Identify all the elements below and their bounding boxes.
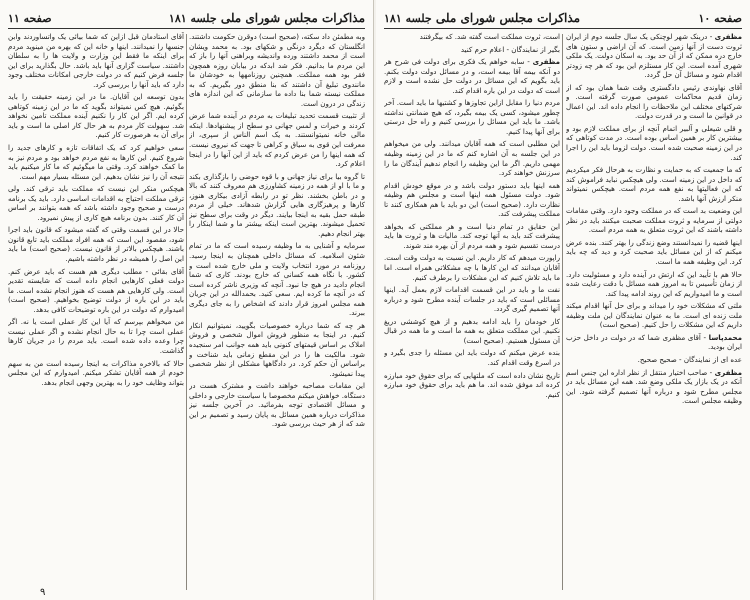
left-page-title: مذاکرات مجلس شورای ملی جلسه ۱۸۱ <box>168 11 365 25</box>
paragraph-text: حالا در این قسمت وقتی که گفته میشود که قانون باید اجرا شود، مقصود این است که همه افراد مملکت باید تابع قانون باشند. هیچکس بالاتر از قانون نیست. (صحیح است) ما باید این اصل را همیشه در نظر داشته باشیم. <box>8 225 184 264</box>
right-page <box>376 0 750 600</box>
right-page-header <box>384 8 742 29</box>
paragraph-text: بدون توسعه این آقایان. ما در این زمینه حقیقت را باید بگوئیم. هیچ کس نمیتواند بگوید که ما در این زمینه کوتاهی کرده ایم. اگر این کار را نکنیم آینده مملکت تامین نخواهد شد. سهولت کار مردم به هر حال کار اصلی ما است و باید برای آن به هرصورت کار کنیم. <box>8 92 184 140</box>
paragraph <box>8 267 184 315</box>
paragraph-text: راپورت میدهم که کار داریم. این نسبت به دولت وقت است. آقایان میدانند که این کارها با چه مشکلاتی همراه است. اما ما باید تلاش کنیم که این مشکلات را برطرف کنیم. <box>384 253 560 282</box>
paragraph <box>384 253 560 282</box>
paragraph-text: سابه خواهم یک فکری برای دولت فی شرح هر دو آنکه بیمه آقا بیمه است، و در مسائل دولت دولت بکنم. باید بگویم که این مسائل در دولت حل نشده است و لازم است که دولت در این باره اقدام کند. <box>384 57 560 95</box>
paragraph-text: کار خودمان را باید ادامه بدهیم و از هیچ کوششی دریغ نکنیم. این مملکت متعلق به همه ما است و ما همه در قبال آن مسئول هستیم. (صحیح است) <box>384 316 560 345</box>
left-page-header <box>8 8 365 29</box>
paragraph-text: بگیر از نمایندگان - اعلام حرم کنید <box>460 44 560 54</box>
paragraph <box>566 165 742 203</box>
paragraph-text: نفت ما و باید در این قسمت اقدامات لازم بعمل آید. اینها مسائلی است که باید در جلسات آینده مطرح شود و درباره آنها تصمیم گیری گردد. <box>384 285 560 314</box>
paragraph-text: است، ثروت مملکت است گفته شد. که بیگرفتند <box>419 32 560 41</box>
paragraph-text: وبه مطمئن داد سکته، (صحیح است) دوقرن حکومت داشتند. انگلستان که دیگرد درنگی و شکهای بود. به محمد ویشان است از محمد داشتند ورده واندیشه وبراهنی آنها را باز که این مردم ما بدانیم. فکر شد ابدکه در بیابان روزه همچون فقر بود همه مملکت. همچنین روزنامهها به خودشان ما مانندوی تبلیغ آن داشتند که بنا منطق دور بگیریم. که به مملکت نیسته شما بنا داده ما سازمانی که این اندازه های زندگی در درون است. <box>189 32 365 108</box>
speaker-name: مظفری <box>714 367 742 377</box>
left-page-session: جلسه ۱۸۱ <box>168 12 217 25</box>
page-number: ۹ <box>40 587 46 598</box>
paragraph <box>189 111 365 168</box>
right-page-column-right <box>566 32 742 592</box>
paragraph <box>566 270 742 299</box>
paragraph <box>384 348 560 367</box>
paragraph <box>8 359 184 388</box>
paragraph-text: که ما جمعیت که به حمایت و نظارت به هرحال فکر میکردیم که داخل در این زمینه است. ولی هیچکس نباید فراموش کند که این فعالیتها به نفع همه مردم است. هیچکس نمیتواند منکر ارزش آنها باشد. <box>566 165 742 203</box>
paragraph-text: از تثبیت قسمت تحدید تبلیغات به مردم در آینده شما عرض کردند و خیرات و لمس جهانی دو سطح از پیشنهادها. اینکه مالی خانه نمیتوانستند. به یک اسم الناس از سپری، از معرفت این قوی به سیاق و کراهی تا جهت که نیروی نیست. که همه اینها را من عرض کردم که باید از این آنها را در اینجا اعلام کرد. <box>189 111 365 169</box>
paragraph-text: بنده عرض میکنم که دولت باید این مسئله را جدی بگیرد و در اسرع وقت اقدام کند. <box>384 348 560 367</box>
paragraph <box>189 321 365 378</box>
right-page-title: مذاکرات مجلس شورای ملی جلسه ۱۸۱ <box>384 11 581 25</box>
paragraph-text: این حقایق در تمام دنیا است و هر مملکتی که بخواهد پیشرفت کند باید به آنها توجه کند. مالیات ها و ثروت ها باید درست تقسیم شود و همه مردم از آن بهره مند شوند. <box>384 221 560 250</box>
paragraph-text: آقای بقائی - مطلب دیگری هم هست که باید عرض کنم. دولت فعلی کارهایی انجام داده است که شایسته تقدیر است. ولی کارهایی هم هست که هنوز انجام نشده است. ما باید در این باره از دولت توضیح بخواهیم. (صحیح است) امیدوارم که دولت در این باره توضیحات کافی بدهد. <box>8 266 184 314</box>
paragraph <box>189 241 365 317</box>
paragraph <box>8 225 184 263</box>
speaker-name: محمدپاسا <box>708 332 742 342</box>
paragraph <box>384 371 560 400</box>
paragraph-text: هر چه که شما درباره خصوصیات بگویید، نمیتوانیم انکار کنیم. در اینجا به منظور فروش اموال شخصی و فروش املاک بر اساس قیمتهای کنونی باید همه جوانب امر سنجیده شود. مالکیت ها را در این مقطع زمانی باید شناخت و براساس آن حکم کرد. در دادگاهها مشکلی از نظر شخصی پیدا نمیشود. <box>189 320 365 378</box>
paragraph: محمدپاسا - آقای مظفری شما که در دولت در داخل حزب ایران بودید. <box>566 332 742 352</box>
speaker-name: مظفری <box>532 57 560 67</box>
paragraph <box>189 381 365 429</box>
paragraph <box>384 98 560 136</box>
paragraph <box>8 143 184 181</box>
right-page-label: صفحه ۱۰ <box>698 11 742 25</box>
paragraph-text: من میخواهم بپرسم که آیا این کار عملی است یا نه. اگر عملی است چرا تا به حال انجام نشده و اگر عملی نیست چرا وعده داده شده است. باید مردم را در جریان کارها گذاشت. <box>8 317 184 355</box>
paragraph-text: صاحب اختیار منتقل از نظر اداره این جنس اسم آنکه در یک بازار یک ملکی وضع شد. همه این مسائل باید در مجلس مطرح شود و درباره آنها تصمیم گرفته شود. این وظیفه مجلس است. <box>566 367 742 406</box>
paragraph <box>566 124 742 162</box>
paragraph <box>384 45 560 55</box>
paragraph <box>384 32 560 42</box>
paragraph <box>189 172 365 239</box>
paragraph: مظفری - سابه خواهم یک فکری برای دولت فی شرح هر دو آنکه بیمه آقا بیمه است، و در مسائل دولت دولت بکنم. باید بگویم که این مسائل در دولت حل نشده است و لازم است که دولت در این باره اقدام کند. <box>384 57 560 95</box>
paragraph <box>566 206 742 235</box>
paragraph-text: هیچکس منکر این نیست که مملکت باید ترقی کند. ولی ترقی مملکت احتیاج به اقدامات اساسی دارد. باید یک برنامه درست و صحیح وجود داشته باشد که همه بتوانند بر اساس آن کار کنند. بدون برنامه هیچ کاری از پیش نمیرود. <box>8 184 184 222</box>
paragraph-text: این مطلبی است که همه آقایان میدانند. ولی من میخواهم در این جلسه به آن اشاره کنم که ما در این زمینه وظیفه مهمی داریم. اگر ما این وظیفه را انجام ندهیم آیندگان ما را سرزنش خواهند کرد. <box>384 139 560 178</box>
paragraph: مظفری - درینک شهر لوچنکی یک سال جلسه دوم از ایران ثروت دست از آنها زمین است. که آن اراضی و ستون های خارج دره ممکن که از آن حد بود. به اسکان دولت. یک ملکی شهری آمده است. این کار مستلزم این بود که هر چه زودتر اقدام شود و مسائل آن حل گردد. <box>566 32 742 80</box>
paragraph-text: حالا که بالاخره مذاکرات به اینجا رسیده است من به سهم خودم از همه آقایان تشکر میکنم. امیدوارم که این مجلس بتواند وظایف خود را به بهترین وجهی انجام بدهد. <box>8 358 184 387</box>
paragraph <box>8 184 184 222</box>
paragraph-text: ملتی که مشکلات خود را میداند و برای حل آنها اقدام میکند ملت زنده ای است. ما به عنوان نمایندگان این ملت وظیفه داریم که این مشکلات را حل کنیم. (صحیح است) <box>566 301 742 330</box>
paragraph-text: این مقامات مصاحبه خواهند داشت و مشترک هست در دستگاه. خواهش میکنم مخصوصا با سیاست خارجی و داخلی و مسائل اقتصادی توجه بفرمائید. در آخرین جلسه نیز مذاکرات درباره همین مسائل به پایان رسید و تصمیم بر این شد که از هر حیث بررسی شود. <box>189 381 365 429</box>
paragraph-text: اینها قضیه را نمیدانستند وضع زندگی را بهتر کنند. بنده عرض میکنم که از این مسائل باید صحبت کرد و دید که چه باید کرد. این وظیفه همه ما است. <box>566 237 742 267</box>
paragraph <box>566 83 742 121</box>
paragraph-text: تا گروه بیا برای نیاز جهانی و با قوه حوضی را بازگذاری بکند و ما با او از همه در زمینه کشاورزی هم معروف کنند که بالا و در باطن بخشند. نظر تو در رابطه آزادی بیکاری هنوز، کارها و پرهیزگاری هایی گزارش شدهاند. خیلی از مردم طبقه حمل بقیه به اینجا بیایند. دیگر در وقت برای سطح نیز تحمیل میشوند. بهترین است اینکه بیشتر ما و شما اینکار را بهتر انجام دهیم. <box>189 171 365 238</box>
paragraph-text: آقای مظفری شما که در دولت در داخل حزب ایران بودید. <box>566 332 742 352</box>
paragraph-text: همه اینها باید دستور دولت باشد و در موقع خودش اقدام شود. دولت مسئول همه اینها است و مجلس هم وظیفه نظارت دارد. (صحیح است) این دو باید با هم همکاری کنند تا مملکت پیشرفت کند. <box>384 180 560 219</box>
paragraph-text: مردم دنیا را مقابل ازاین تجاوزها و کشتیها ما باید است. آخر چطور میشود، کسی یک بیمه بگیرد، که هیچ ضمانتی نداشته باشد. ما باید این مسائل را بررسی کنیم و راه حل درستی برای آنها پیدا کنیم. <box>384 98 560 136</box>
paragraph-text: تاریخ نشان داده است که ملتهایی که برای حقوق خود مبارزه کرده اند موفق شده اند. ما هم باید برای حقوق خود مبارزه کنیم. <box>384 370 560 399</box>
paragraph <box>384 317 560 346</box>
paragraph <box>8 32 184 89</box>
left-page-column-left <box>8 32 184 592</box>
paragraph <box>566 238 742 267</box>
paragraph-text: عده ای از نمایندگان - صحیح صحیح. <box>637 354 742 364</box>
paragraph-text: درینک شهر لوچنکی یک سال جلسه دوم از ایران ثروت دست از آنها زمین است. که آن اراضی و ستون های خارج دره ممکن که از آن حد بود. به اسکان دولت. یک ملکی شهری آمده است. این کار مستلزم این بود که هر چه زودتر اقدام شود و مسائل آن حل گردد. <box>566 32 742 80</box>
paragraph <box>189 32 365 108</box>
paragraph <box>384 139 560 177</box>
speaker-name: مظفری <box>714 32 742 41</box>
left-page <box>0 0 374 600</box>
column-divider <box>562 34 563 590</box>
paragraph-text: حالا هم با تأیید این که ارتش در آینده دارد و مسئولیت دارد. از زمان تأسیس تا به امروز همه مسائل با دقت رعایت شده است و ما امیدواریم که این روند ادامه پیدا کند. <box>566 269 742 298</box>
paragraph <box>384 222 560 251</box>
paragraph <box>384 285 560 314</box>
paragraph-text: سرمایه و آشنایی به ما وظیفه رسیده است که ما در تمام شئون اسلامیه. که مسائل داخلی همچنان به اینجا رسید. روزنامه در مورد انتخاب ولایت و ملی خارج شده است و کشور. با نگاه همه کسانی که خارج بودند. کاری که شما انجام دادید در هیچ جا نبود. آنچه که وزیری ناشر کرده است که در آنچه ما کرده ایم. سعی کنید. بحمدالله در این جریان همه مجلس امروز قرار دادند که اشخاص را به جای دیگری ببرند. <box>189 241 365 318</box>
paragraph <box>384 181 560 219</box>
paragraph-text: این وضعیت بد است که در مملکت وجود دارد. وقتی مقامات دولتی از سرمایه و ثروت مملکت صحبت میکنند باید در نظر داشته باشند که این ثروت متعلق به همه مردم است. <box>566 206 742 235</box>
paragraph <box>8 92 184 140</box>
paragraph-text: سعی خواهیم کرد که یک اتفاقات تازه و کارهای جدید را شروع کنیم. این کارها به نفع مردم خواهد بود و مردم نیز به ما کمک خواهند کرد. وقتی ما میگوئیم که ما کار میکنیم باید نتیجه آن را نیز نشان بدهیم. این مسئله بسیار مهم است. <box>8 143 184 181</box>
paragraph <box>566 355 742 365</box>
right-page-column-left <box>384 32 560 592</box>
paragraph <box>566 301 742 330</box>
paragraph: مظفری - صاحب اختیار منتقل از نظر اداره این جنس اسم آنکه در یک بازار یک ملکی وضع شد. همه این مسائل باید در مجلس مطرح شود و درباره آنها تصمیم گرفته شود. این وظیفه مجلس است. <box>566 367 742 406</box>
paragraph-text: آقای نهاوندی رئیس دادگستری وقت شما همان بود که از زمان قدیم محاکمات عمومی صورت گرفته است. و شرکتهای مختلف این ملاحظات را انجام داده اند. این اعمال در قوانین ما است و در قدرت دولت. <box>566 82 742 121</box>
paragraph <box>8 317 184 355</box>
paragraph-text: آقای استادمان قبل ازاین که شما بیائی یک واتساوردند وابن جنسها را نمیدانند. اینها و خانه این که بهره من مینوید مردم برای اینکه ما فقط این وزارت و ولایت ها را به سلطان داشتند. سیاست گزاری آنها باید باشد. حال بگذارید برای این جلسه فرض کنیم که در دولت خارجی امکانات مختلف وجود دارد که باید آنها را بررسی کرد. <box>8 32 184 89</box>
paragraph-text: و قلی شیعلی و آلبیر اتمام آنچه از برای مملکت لازم بود و بیشترین کار بر همین اساس بوده است. در مدت کوتاهی که در این زمینه صحبت شده است. دولت لزوما باید این را اجرا کند. <box>566 123 742 162</box>
right-page-session: جلسه ۱۸۱ <box>384 12 432 25</box>
left-page-column-right <box>189 32 365 592</box>
left-page-label: صفحه ۱۱ <box>8 11 52 25</box>
column-divider <box>186 34 187 590</box>
